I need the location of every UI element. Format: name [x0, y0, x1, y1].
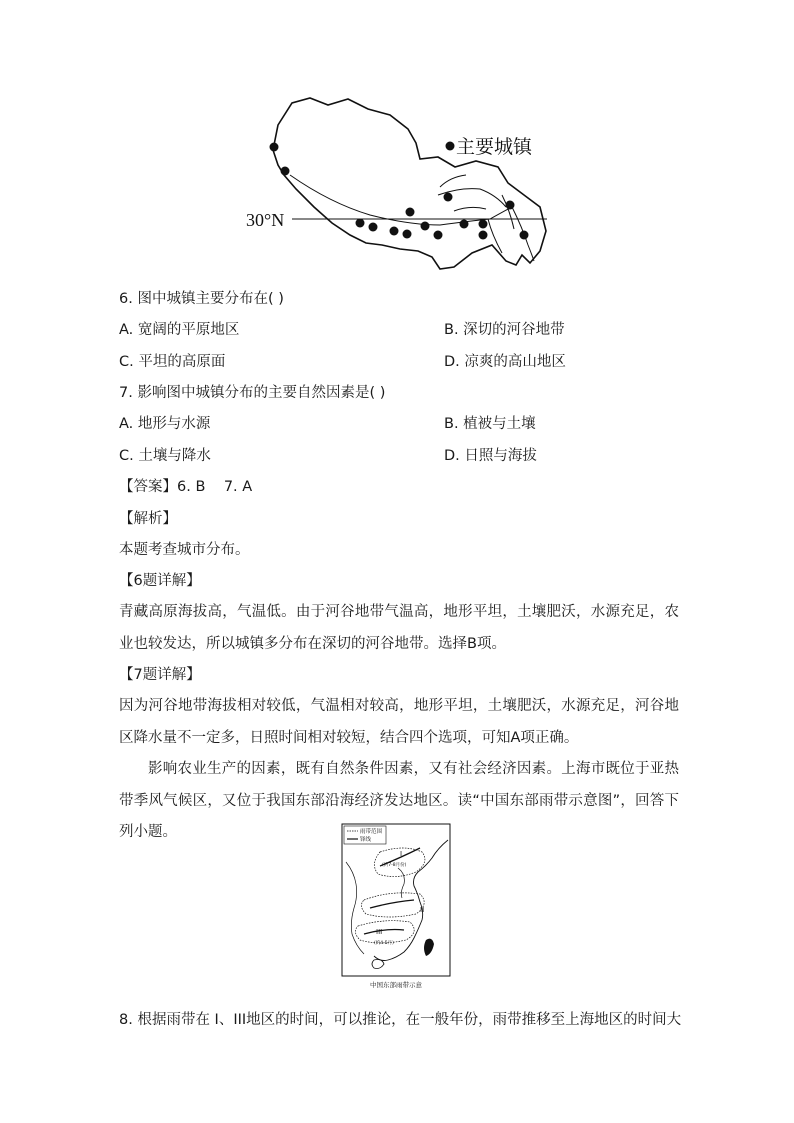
town-dot [434, 231, 443, 240]
q7-stem: 7. 影响图中城镇分布的主要自然因素是( ) [119, 385, 386, 401]
q8-stem: 8. 根据雨带在 I、III地区的时间，可以推论，在一般年份，雨带推移至上海地区的时间大 [119, 1012, 682, 1028]
analysis-text: 本题考查城市分布。 [119, 542, 250, 558]
q7-option-b: B. 植被与土壤 [444, 416, 536, 432]
town-dot [406, 208, 415, 217]
legend-dot-icon [446, 142, 455, 151]
town-dot [506, 201, 515, 210]
town-dot [479, 231, 488, 240]
detail7-label: 【7题详解】 [119, 667, 201, 683]
town-dot [520, 231, 529, 240]
zone3-label: III [376, 928, 383, 936]
q6-stem: 6. 图中城镇主要分布在( ) [119, 291, 284, 307]
q6-option-d: D. 凉爽的高山地区 [444, 354, 566, 370]
town-dot [356, 219, 365, 228]
q7-option-a: A. 地形与水源 [119, 416, 211, 432]
detail6-text: 青藏高原海拔高，气温低。由于河谷地带气温高，地形平坦，土壤肥沃，水源充足，农业也较发达，所以城镇多分布在深切的河谷地带。选择B项。 [119, 604, 679, 652]
q7-option-d: D. 日照与海拔 [444, 448, 537, 464]
town-dot [479, 220, 488, 229]
town-dot [403, 230, 412, 239]
town-dot [281, 167, 290, 176]
town-dot [421, 222, 430, 231]
town-dot [444, 193, 453, 202]
zone1-label: I [400, 850, 403, 858]
detail7-text: 因为河谷地带海拔相对较低，气温相对较高，地形平坦，土壤肥沃，水源充足，河谷地区降水量不一定多，日照时间相对较短，结合四个选项，可知A项正确。 [119, 698, 679, 746]
answer-text: 6. B 7. A [177, 479, 253, 495]
zone2-label: II [420, 906, 425, 914]
legend-front-label: 锋线 [360, 837, 372, 843]
answer-label: 【答案】 [119, 479, 177, 495]
q6-option-c: C. 平坦的高原面 [119, 354, 226, 370]
figure2-caption: 中国东部雨带示意 [370, 981, 422, 989]
rain-belt-map [340, 822, 452, 992]
legend-rain-label: 雨带范围 [360, 829, 383, 835]
town-dot [270, 143, 279, 152]
latitude-label: 30°N [246, 210, 285, 230]
region-outline [273, 98, 546, 269]
q6-option-b: B. 深切的河谷地带 [444, 322, 565, 338]
tibet-towns-map [240, 95, 555, 275]
q6-option-a: A. 宽阔的平原地区 [119, 322, 240, 338]
town-dot [369, 223, 378, 232]
town-dot [390, 227, 399, 236]
zone3-time: (约4-5月) [374, 941, 394, 946]
zone1-time: (约7-8月份) [382, 863, 407, 868]
intro-paragraph: 影响农业生产的因素，既有自然条件因素，又有社会经济因素。上海市既位于亚热带季风气候区，又位于我国东部沿海经济发达地区。读“中国东部雨带示意图”，回答下列小题。 [119, 761, 679, 840]
answer-line [119, 477, 252, 497]
detail6-label: 【6题详解】 [119, 573, 201, 589]
q7-option-c: C. 土壤与降水 [119, 448, 211, 464]
analysis-label: 【解析】 [119, 511, 177, 527]
town-dot [460, 220, 469, 229]
legend-label: 主要城镇 [456, 137, 533, 158]
